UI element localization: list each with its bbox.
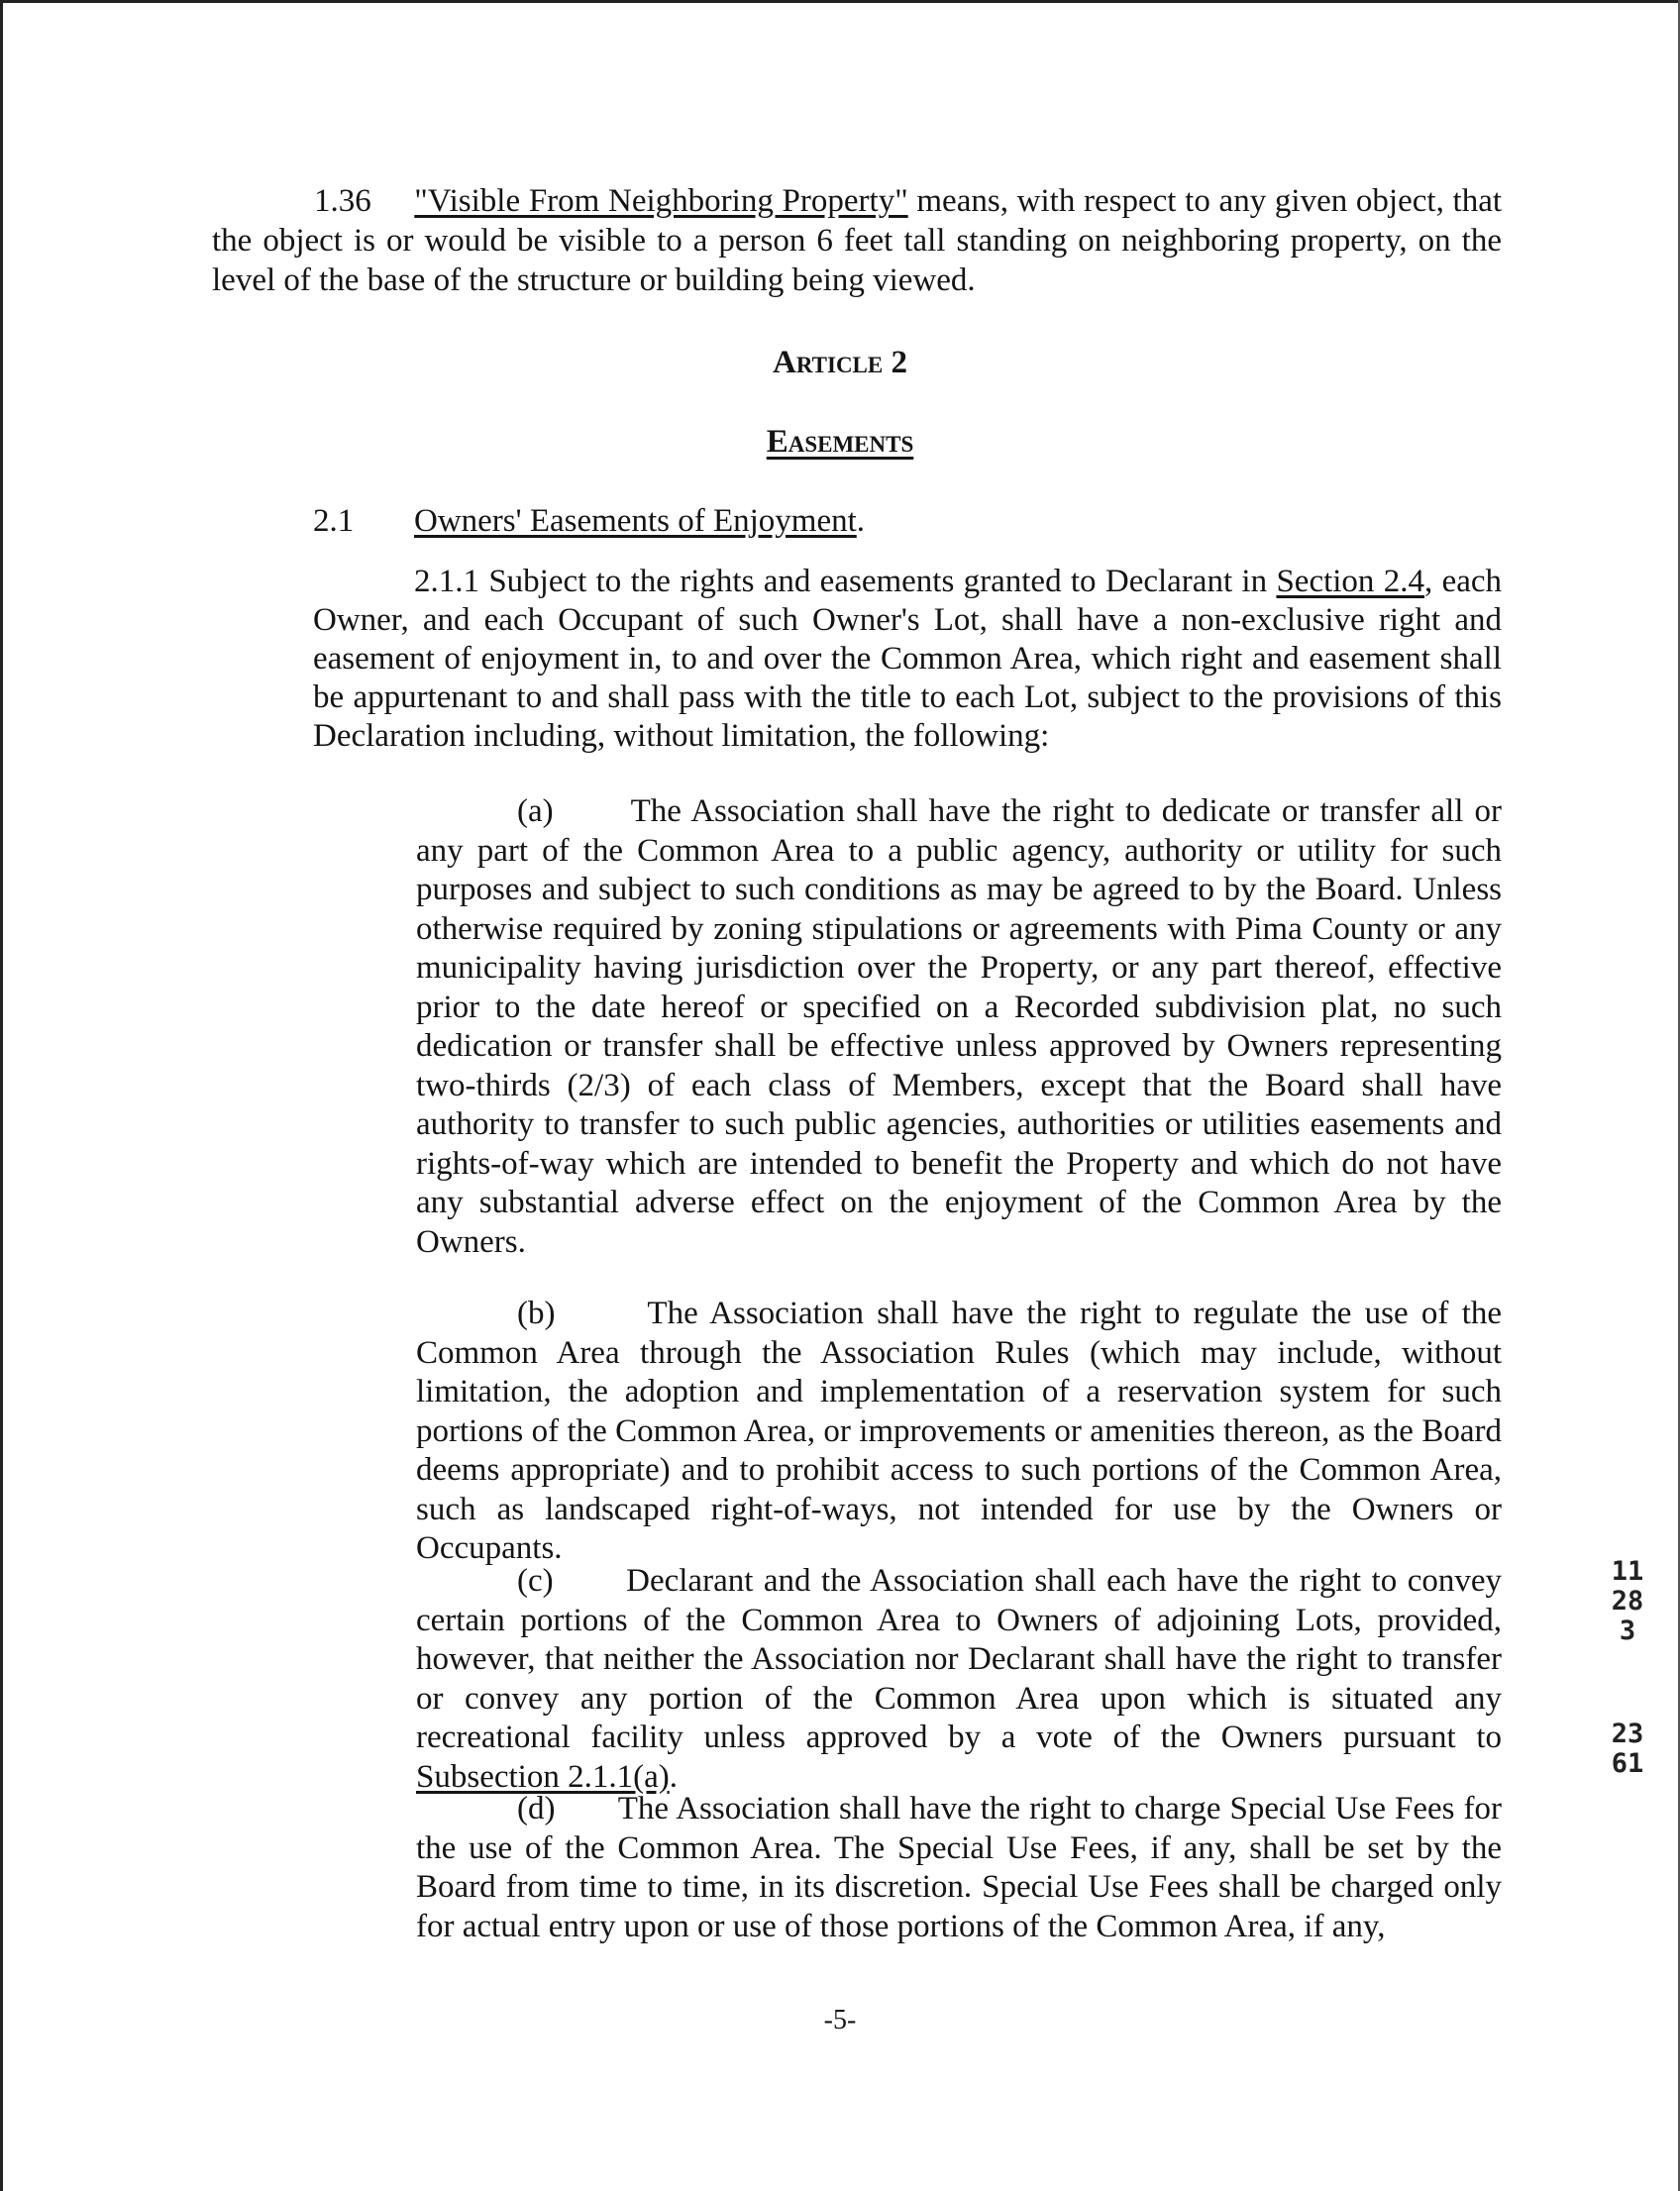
page-number: -5- [823,2005,857,2035]
defined-term: "Visible From Neighboring Property" [414,183,908,219]
page-border-left [0,0,3,2191]
section-number: 2.1 [313,503,355,539]
section-number: 1.36 [314,183,371,219]
section-lead: 2.1.1 Subject to the rights and easements granted to Declarant in [414,564,1268,599]
subsection-text: The Association shall have the right to dedicate or transfer all or any part of the Common Area to a public agency, authority or utility for such purposes and subject to such conditions as may be agreed to by the Board. Unless otherwise required by zoning stipulations or agreements with Pima County or any municipality having jurisdiction over the Property, or any part thereof, effective prior to the date hereof or specified on a Recorded subdivision plat, no such dedication or transfer shall be effective unless approved by Owners representing two-thirds (2/3) of each class of Members, except that the Board shall have authority to transfer to such public agencies, authorities or utilities easements and rights-of-way which are intended to benefit the Property and which do not have any substantial adverse effect on the enjoyment of the Common Area by the Owners. [416,793,1503,1260]
section-text: means, with respect to any given object, that the object is or would be visible to a person 6 feet tall standing on neighboring property, on the level of the base of the structure or building being viewed. [212,183,1503,298]
subsection-label: (d) [517,1791,556,1826]
page-border-top [0,0,1680,3]
recording-stamp-top: 11283 [1611,1556,1644,1646]
subsection-d [416,1790,1502,1946]
subsection-reference: Subsection 2.1.1(a) [416,1758,670,1795]
subsection-text: Declarant and the Association shall each have the right to convey certain portions of the Common Area to Owners of adjoining Lots, provided, however, that neither the Association nor Declarant shall have the right to transfer or convey any portion of the Common Area upon which is situated any recreational facility unless approved by a vote of the Owners pursuant to [416,1563,1502,1755]
subsection-text: The Association shall have the right to regulate the use of the Common Area through the Association Rules (which may include, without limitation, the adoption and implementation of a reservation system for such portions of the Common Area, or improvements or amenities thereon, as the Board deems appropriate) and to prohibit access to such portions of the Common Area, such as landscaped right-of-ways, not intended for use by the Owners or Occupants. [416,1296,1503,1566]
section-text: , each Owner, and each Occupant of such Owner's Lot, shall have a non-exclusive right and easement of enjoyment in, to and over the Common Area, which right and easement shall be appurtenant to and shall pass with the title to each Lot, subject to the provisions of this Declaration including, without limitation, the following: [313,564,1503,754]
section-2-1-heading: 2.1 Owners' Easements of Enjoyment. [313,503,866,539]
section-1-36 [212,181,1502,300]
article-title: Easements [766,424,914,460]
subsection-text: The Association shall have the right to charge Special Use Fees for the use of the Common Area. The Special Use Fees, if any, shall be set by the Board from time to time, in its discretion. Special Use Fees shall be charged only for actual entry upon or use of those portions of the Common Area, if any, [416,1791,1503,1944]
article-heading: Article 2 [773,345,907,380]
recording-stamp-bottom: 2361 [1611,1719,1644,1779]
subsection-c: (c) Declarant and the Association shall each have the right to convey certain portions of the Common Area to Owners of adjoining Lots, provided, however, that neither the Association nor Declarant shall have the right to transfer or convey any portion of the Common Area upon which is situated any recreational facility unless approved by a vote of the Owners pursuant to Subsection 2.1.1(a). [416,1563,1502,1795]
subsection-b [416,1295,1502,1569]
section-2-1-1 [313,563,1502,756]
subsection-a [416,792,1502,1262]
subsection-label: (c) [517,1563,554,1599]
subsection-label: (a) [517,793,554,829]
section-reference: Section 2.4 [1276,564,1424,599]
subsection-label: (b) [517,1296,556,1331]
section-title: Owners' Easements of Enjoyment [414,503,857,539]
